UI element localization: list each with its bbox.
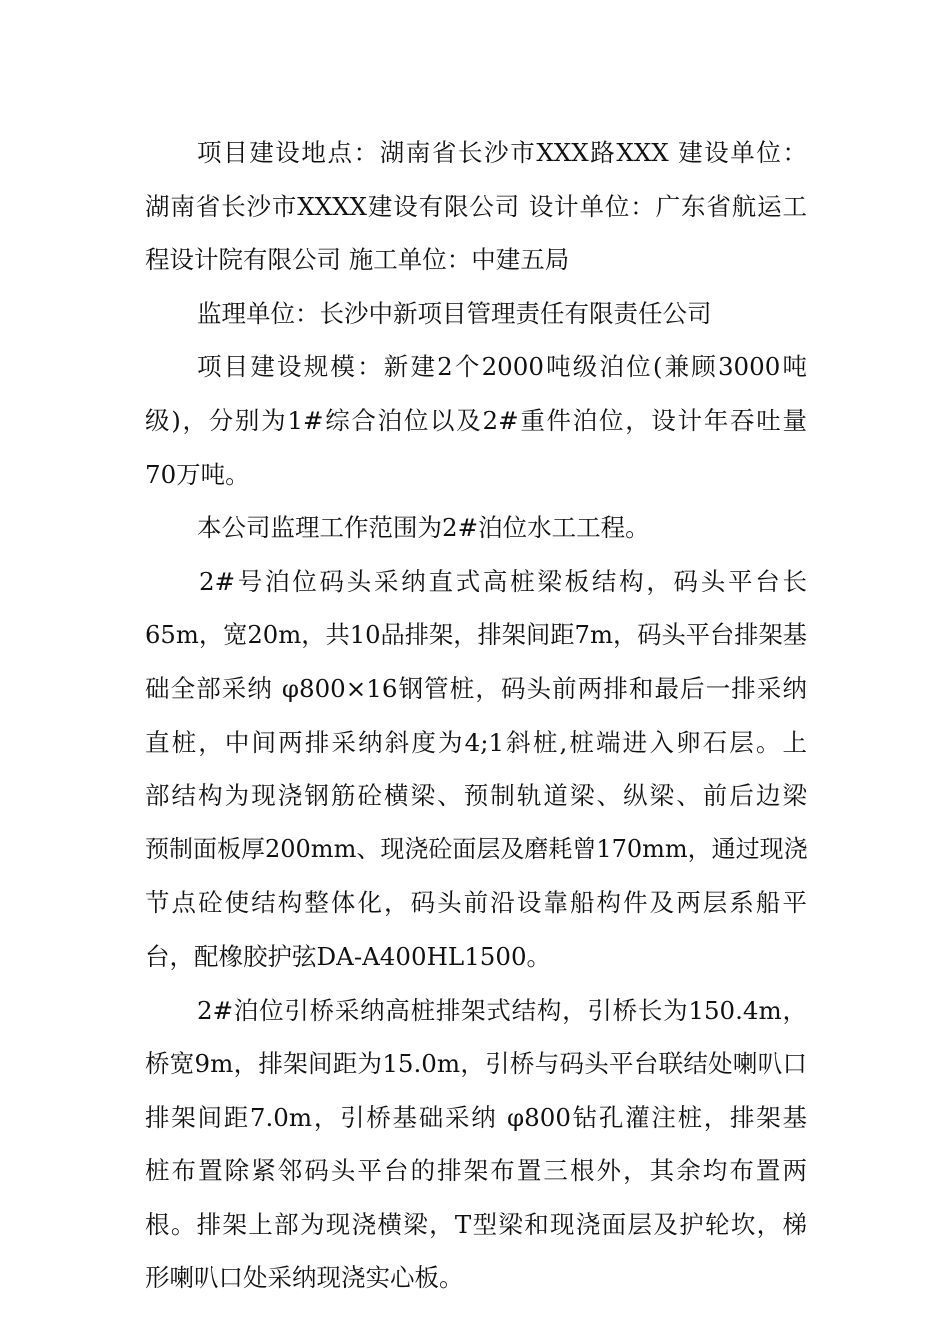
paragraph-line: 础全部采纳 φ800×16钢管桩，码头前两排和最后一排采纳 xyxy=(145,673,807,703)
paragraph-line: 项目建设地点：湖南省长沙市XXX路XXX 建设单位： xyxy=(197,138,807,167)
paragraph-line: 台，配橡胶护弦DA-A400HL1500。 xyxy=(145,941,552,971)
paragraph-line: 程设计院有限公司 施工单位：中建五局 xyxy=(145,245,570,275)
paragraph-line: 2#泊位引桥采纳高桩排架式结构，引桥长为150.4m， xyxy=(197,995,807,1025)
paragraph-line: 根。排架上部为现浇横梁，T型梁和现浇面层及护轮坎，梯 xyxy=(145,1209,807,1239)
paragraph-line: 桥宽9m，排架间距为15.0m，引桥与码头平台联结处喇叭口 xyxy=(145,1049,807,1079)
paragraph-line: 本公司监理工作范围为2#泊位水工工程。 xyxy=(197,513,650,543)
paragraph-line: 2#号泊位码头采纳直式高桩梁板结构，码头平台长 xyxy=(199,566,807,596)
paragraph-line: 部结构为现浇钢筋砼横梁、预制轨道梁、纵梁、前后边梁 xyxy=(145,781,807,811)
paragraph-line: 预制面板厚200mm、现浇砼面层及磨耗曾170mm，通过现浇 xyxy=(145,834,808,863)
paragraph-line: 形喇叭口处采纳现浇实心板。 xyxy=(145,1263,464,1293)
paragraph-line: 排架间距7.0m，引桥基础采纳 φ800钻孔灌注桩，排架基 xyxy=(145,1102,807,1132)
paragraph-line: 湖南省长沙市XXXX建设有限公司 设计单位：广东省航运工 xyxy=(145,191,807,221)
paragraph-line: 桩布置除紧邻码头平台的排架布置三根外，其余均布置两 xyxy=(145,1156,807,1186)
paragraph-line: 项目建设规模：新建2个2000吨级泊位(兼顾3000吨 xyxy=(197,352,807,382)
paragraph-line: 监理单位：长沙中新项目管理责任有限责任公司 xyxy=(197,298,712,328)
paragraph-line: 节点砼使结构整体化，码头前沿设靠船构件及两层系船平 xyxy=(145,888,807,918)
paragraph-line: 直桩，中间两排采纳斜度为4;1斜桩,桩端进入卵石层。上 xyxy=(145,727,807,757)
document-body xyxy=(145,126,807,1305)
paragraph-line: 70万吨。 xyxy=(145,459,250,489)
paragraph-line: 级)，分别为1#综合泊位以及2#重件泊位，设计年吞吐量 xyxy=(145,405,807,435)
paragraph-line: 65m，宽20m，共10品排架，排架间距7m，码头平台排架基 xyxy=(145,620,807,650)
